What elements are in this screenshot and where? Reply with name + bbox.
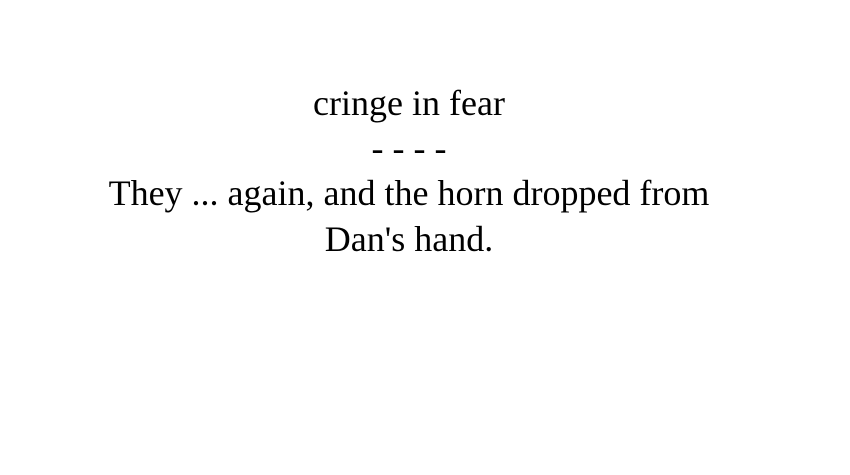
example-sentence-line-1: They ... again, and the horn dropped from bbox=[108, 173, 710, 213]
example-sentence-line-2: Dan's hand. bbox=[324, 219, 494, 259]
target-phrase: cringe in fear bbox=[313, 83, 505, 123]
separator: - - - - bbox=[371, 128, 447, 168]
